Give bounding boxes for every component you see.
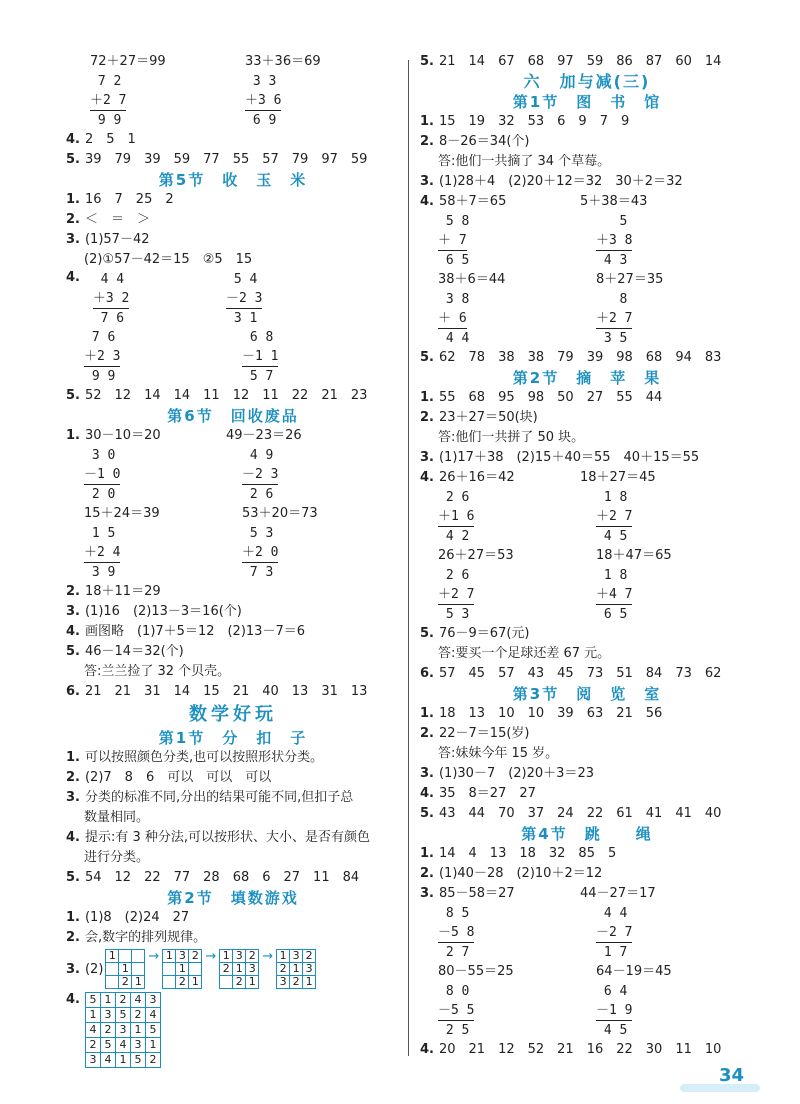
grid-cell: 2 xyxy=(100,1023,115,1038)
grid-cell: 5 xyxy=(85,993,100,1008)
equation: 15＋24＝39 xyxy=(84,506,160,521)
grid-cell xyxy=(132,950,145,963)
equation: 5＋38＝43 xyxy=(580,194,648,209)
chapter-title: 六 加与减(三) xyxy=(523,72,651,91)
grid-cell: 3 xyxy=(85,1053,100,1068)
grid-cell: 5 xyxy=(115,1008,130,1023)
vertical-calc: 2 6 ＋2 7 5 3 xyxy=(438,568,475,622)
equation: 8＋27＝35 xyxy=(596,272,664,287)
calc-pair xyxy=(420,270,754,290)
grid-cell: 5 xyxy=(100,1038,115,1053)
vertical-calc: 8 5 －5 8 2 7 xyxy=(438,906,475,960)
section-title: 第4节 跳 绳 xyxy=(521,825,653,843)
equation: 4. 26＋16＝42 xyxy=(420,470,515,485)
vertical-calc: 5 ＋3 8 4 3 xyxy=(596,214,633,268)
answer-line: 数量相同。 xyxy=(84,810,150,825)
number-grids xyxy=(105,949,316,989)
number-grid xyxy=(85,992,161,1068)
vertical-calc-pair xyxy=(66,446,400,504)
grid-cell: 1 xyxy=(100,993,115,1008)
equation: 33＋36＝69 xyxy=(245,54,321,69)
vertical-calc: 8 ＋2 7 3 5 xyxy=(596,292,633,346)
grid-cell: 4 xyxy=(145,1008,160,1023)
equation: 1. 30－10＝20 xyxy=(66,428,161,443)
answer-line: 5. 54 12 22 77 28 68 6 27 11 84 xyxy=(66,870,360,885)
calc-pair xyxy=(420,546,754,566)
answer-line: 4. 20 21 12 52 21 16 22 30 11 10 xyxy=(420,1042,722,1057)
section-title: 第5节 收 玉 米 xyxy=(158,171,308,189)
grid-cell: 1 xyxy=(115,1053,130,1068)
answer-line: 2. (1)40－28 (2)10＋2＝12 xyxy=(420,866,603,881)
answer-line: 2. 会,数字的排列规律。 xyxy=(66,930,207,945)
grid-cell xyxy=(189,963,202,976)
answer-line: 2. (2)7 8 6 可以 可以 可以 xyxy=(66,770,272,785)
grid-cell: 3 xyxy=(303,963,316,976)
grid-cell: 2 xyxy=(277,963,290,976)
equation: 18＋47＝65 xyxy=(596,548,672,563)
answer-line: 5. 76－9＝67(元) xyxy=(420,626,530,641)
grid-cell: 2 xyxy=(303,950,316,963)
grid-cell: 3 xyxy=(115,1023,130,1038)
vertical-calc: 4 4 －2 7 1 7 xyxy=(596,906,633,960)
grid-cell: 1 xyxy=(132,976,145,989)
number-grid xyxy=(276,949,316,989)
calc-pair xyxy=(66,504,400,524)
equation: 38＋6＝44 xyxy=(438,272,506,287)
grid-cell: 4 xyxy=(100,1053,115,1068)
answer-line: 答:妹妹今年 15 岁。 xyxy=(438,746,559,761)
grid-cell: 2 xyxy=(220,963,233,976)
vertical-calc: 5 3 ＋2 0 7 3 xyxy=(242,526,279,580)
answer-line: 进行分类。 xyxy=(84,850,150,865)
answer-line: 1. 18 13 10 10 39 63 21 56 xyxy=(420,706,663,721)
vertical-calc-pair xyxy=(420,488,754,546)
vertical-calc: 4 9 －2 3 2 6 xyxy=(242,448,279,502)
answer-line: (2)①57－42＝15 ②5 15 xyxy=(84,252,253,267)
grid-cell: 2 xyxy=(119,976,132,989)
grid-cell: 1 xyxy=(189,976,202,989)
answer-line: 3. (1)28＋4 (2)20＋12＝32 30＋2＝32 xyxy=(420,174,683,189)
answer-line: 1. 55 68 95 98 50 27 55 44 xyxy=(420,390,663,405)
answer-line: 6. 21 21 31 14 15 21 40 13 31 13 xyxy=(66,684,368,699)
answer-line: 4. 35 8＝27 27 xyxy=(420,786,536,801)
answer-line: 3. (1)17＋38 (2)15＋40＝55 40＋15＝55 xyxy=(420,450,700,465)
grid-answer: 4. 5 1 2 4 3 1 3 5 2 4 4 2 3 1 5 2 5 4 3 1 3 4 1 5 2 xyxy=(66,992,400,1068)
grid-cell: 4 xyxy=(130,993,145,1008)
grid-cell xyxy=(163,976,176,989)
grid-cell: 1 xyxy=(220,950,233,963)
answer-line: 6. 57 45 57 43 45 73 51 84 73 62 xyxy=(420,666,722,681)
grid-cell: 2 xyxy=(233,976,246,989)
grid-cell: 2 xyxy=(246,950,259,963)
right-column xyxy=(420,52,754,1060)
answer-line: 1. (1)8 (2)24 27 xyxy=(66,910,190,925)
vertical-calc: 3 0 －1 0 2 0 xyxy=(84,448,121,502)
arrow-icon: → xyxy=(205,949,217,964)
vertical-calc: 2 6 ＋1 6 4 2 xyxy=(438,490,475,544)
grid-sequence: 3. (2) 1 1 2 1→ 1 3 2 1 2 1→ 1 3 2 2 1 3 2 1→ 1 3 2 2 1 3 3 2 1 xyxy=(66,948,400,990)
grid-cell: 4 xyxy=(115,1038,130,1053)
grid-cell xyxy=(220,976,233,989)
arrow-icon: → xyxy=(148,949,160,964)
answer-line: 3. 分类的标准不同,分出的结果可能不同,但扣子总 xyxy=(66,790,354,805)
vertical-calc: 3 8 ＋ 6 4 4 xyxy=(438,292,470,346)
calc-pair xyxy=(420,962,754,982)
grid-cell: 3 xyxy=(130,1038,145,1053)
grid-cell: 2 xyxy=(145,1053,160,1068)
grid-cell: 1 xyxy=(106,950,119,963)
vertical-calc: 1 8 ＋2 7 4 5 xyxy=(596,490,633,544)
vertical-calc: 7 6 ＋2 3 9 9 xyxy=(84,330,121,384)
vertical-calc-pair xyxy=(420,904,754,962)
equation: 44－27＝17 xyxy=(580,886,656,901)
equation: 53＋20＝73 xyxy=(242,506,318,521)
equation: 3. 85－58＝27 xyxy=(420,886,515,901)
answer-line: 5. 52 12 14 14 11 12 11 22 21 23 xyxy=(66,388,368,403)
grid-cell: 3 xyxy=(246,963,259,976)
vertical-calc: 1 5 ＋2 4 3 9 xyxy=(84,526,121,580)
grid-cell xyxy=(163,963,176,976)
answer-line: 5. 43 44 70 37 24 22 61 41 41 40 xyxy=(420,806,722,821)
calc-pair xyxy=(420,468,754,488)
section-title: 第2节 填数游戏 xyxy=(167,889,299,907)
grid-cell xyxy=(106,963,119,976)
grid-cell: 3 xyxy=(277,976,290,989)
calc-pair xyxy=(66,426,400,446)
grid-cell: 3 xyxy=(176,950,189,963)
number-grid-5x5 xyxy=(85,992,161,1068)
equation: 49－23＝26 xyxy=(226,428,302,443)
vertical-calc-pair xyxy=(66,328,400,386)
equation: 72＋27＝99 xyxy=(90,54,166,69)
grid-cell xyxy=(119,950,132,963)
vertical-calc-pair xyxy=(66,72,400,130)
answer-line: 1. 14 4 13 18 32 85 5 xyxy=(420,846,617,861)
equation: 26＋27＝53 xyxy=(438,548,514,563)
vertical-calc: 6 8 －1 1 5 7 xyxy=(242,330,279,384)
grid-cell: 2 xyxy=(85,1038,100,1053)
grid-cell xyxy=(106,976,119,989)
grid-cell: 3 xyxy=(290,950,303,963)
vertical-calc-pair xyxy=(420,566,754,624)
grid-cell: 3 xyxy=(233,950,246,963)
equation: 4. 58＋7＝65 xyxy=(420,194,507,209)
answer-line: 答:他们一共拼了 50 块。 xyxy=(438,430,585,445)
grid-cell: 1 xyxy=(246,976,259,989)
calc-pair xyxy=(420,884,754,904)
grid-cell: 1 xyxy=(303,976,316,989)
answer-line: 5. 46－14＝32(个) xyxy=(66,644,184,659)
answer-line: 1. 15 19 32 53 6 9 7 9 xyxy=(420,114,630,129)
section-title: 第3节 阅 览 室 xyxy=(512,685,662,703)
vertical-calc: 5 4 －2 3 3 1 xyxy=(226,272,263,326)
vertical-calc: 7 2 ＋2 7 9 9 xyxy=(90,74,127,128)
column-divider xyxy=(408,60,409,1056)
answer-line: 5. 39 79 39 59 77 55 57 79 97 59 xyxy=(66,152,368,167)
answer-line: 4. 提示:有 3 种分法,可以按形状、大小、是否有颜色 xyxy=(66,830,371,845)
answer-line: 2. 22－7＝15(岁) xyxy=(420,726,530,741)
vertical-calc-pair xyxy=(420,290,754,348)
answer-line: 4. 画图略 (1)7＋5＝12 (2)13－7＝6 xyxy=(66,624,305,639)
grid-cell: 2 xyxy=(176,976,189,989)
grid-cell: 3 xyxy=(100,1008,115,1023)
answer-line: 1. 可以按照颜色分类,也可以按照形状分类。 xyxy=(66,750,324,765)
answer-line: 3. (1)30－7 (2)20＋3＝23 xyxy=(420,766,594,781)
vertical-calc-pair xyxy=(66,270,400,328)
answer-line: 3. (1)16 (2)13－3＝16(个) xyxy=(66,604,242,619)
answer-line: 5. 62 78 38 38 79 39 98 68 94 83 xyxy=(420,350,722,365)
grid-cell: 1 xyxy=(85,1008,100,1023)
grid-cell: 5 xyxy=(130,1053,145,1068)
grid-cell: 2 xyxy=(130,1008,145,1023)
section-title: 第1节 分 扣 子 xyxy=(158,729,308,747)
answer-line: 1. 16 7 25 2 xyxy=(66,192,174,207)
answer-line: 2. 23＋27＝50(块) xyxy=(420,410,538,425)
vertical-calc: 8 0 －5 5 2 5 xyxy=(438,984,475,1038)
vertical-calc: 5 8 ＋ 7 6 5 xyxy=(438,214,470,268)
equation: 18＋27＝45 xyxy=(580,470,656,485)
number-grid xyxy=(162,949,202,989)
equation: 80－55＝25 xyxy=(438,964,514,979)
grid-cell: 1 xyxy=(290,963,303,976)
answer-line: 答:要买一个足球还差 67 元。 xyxy=(438,646,611,661)
answer-line: 5. 21 14 67 68 97 59 86 87 60 14 xyxy=(420,54,722,69)
grid-cell: 1 xyxy=(130,1023,145,1038)
grid-cell: 1 xyxy=(119,963,132,976)
unit-title: 数学好玩 xyxy=(189,704,277,725)
calc-pair xyxy=(420,192,754,212)
page-number: 34 xyxy=(718,1065,744,1086)
answer-line: 4. 2 5 1 xyxy=(66,132,136,147)
grid-cell: 2 xyxy=(290,976,303,989)
equation: 64－19＝45 xyxy=(596,964,672,979)
vertical-calc-pair xyxy=(420,212,754,270)
number-grid xyxy=(105,949,145,989)
vertical-calc: 4. 4 4 ＋3 2 7 6 xyxy=(66,270,130,326)
section-title: 第1节 图 书 馆 xyxy=(512,93,662,111)
vertical-calc-pair xyxy=(420,982,754,1040)
arrow-icon: → xyxy=(262,949,274,964)
grid-cell: 5 xyxy=(145,1023,160,1038)
answer-line: 2. 8－26＝34(个) xyxy=(420,134,530,149)
grid-cell: 1 xyxy=(145,1038,160,1053)
grid-cell: 1 xyxy=(176,963,189,976)
grid-cell: 1 xyxy=(277,950,290,963)
section-title: 第6节 回收废品 xyxy=(167,407,299,425)
grid-cell: 1 xyxy=(233,963,246,976)
grid-cell: 1 xyxy=(163,950,176,963)
answer-line: 答:兰兰捡了 32 个贝壳。 xyxy=(84,664,231,679)
section-title: 第2节 摘 苹 果 xyxy=(512,369,662,387)
vertical-calc: 6 4 －1 9 4 5 xyxy=(596,984,633,1038)
vertical-calc: 3 3 ＋3 6 6 9 xyxy=(245,74,282,128)
calc-pair xyxy=(66,52,400,72)
left-column xyxy=(66,52,400,1068)
grid-cell: 3 xyxy=(145,993,160,1008)
grid-cell: 4 xyxy=(85,1023,100,1038)
number-grid xyxy=(219,949,259,989)
grid-cell: 2 xyxy=(189,950,202,963)
answer-line: 2. 18＋11＝29 xyxy=(66,584,161,599)
grid-cell xyxy=(132,963,145,976)
answer-line: 3. (1)57－42 xyxy=(66,232,150,247)
vertical-calc-pair xyxy=(66,524,400,582)
answer-line: 答:他们一共摘了 34 个草莓。 xyxy=(438,154,611,169)
answer-line: 2. ＜ ＝ ＞ xyxy=(66,212,150,227)
grid-cell: 2 xyxy=(115,993,130,1008)
vertical-calc: 1 8 ＋4 7 6 5 xyxy=(596,568,633,622)
